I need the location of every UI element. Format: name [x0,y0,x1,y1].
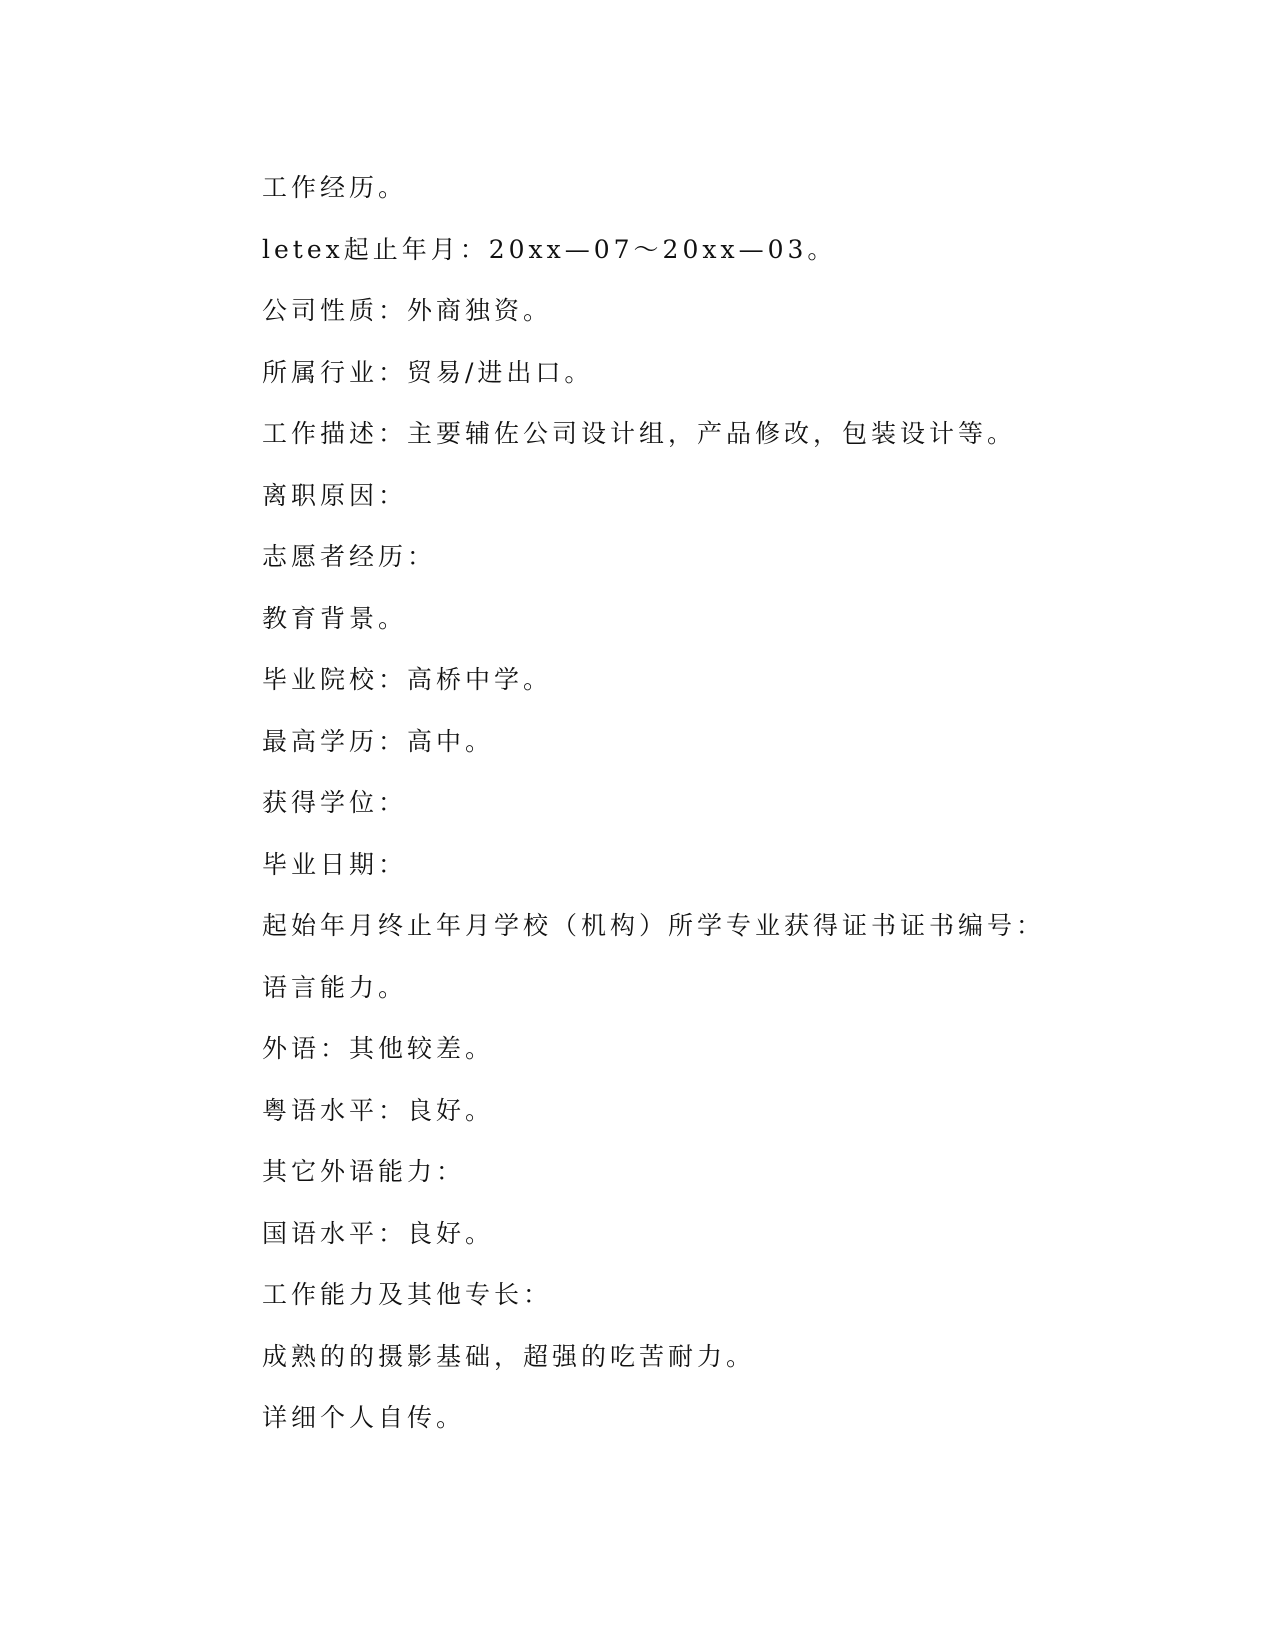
other-languages: 其它外语能力： [262,1157,466,1186]
mandarin-level: 国语水平：良好。 [262,1218,495,1248]
foreign-language: 外语：其他较差。 [262,1034,495,1063]
section-heading-skills: 工作能力及其他专长： [262,1280,553,1309]
skills-description: 成熟的的摄影基础，超强的吃苦耐力。 [262,1341,756,1371]
reason-for-leaving: 离职原因： [262,480,408,510]
education-table-header: 起始年月终止年月学校（机构）所学专业获得证书证书编号： [262,911,1046,940]
section-heading-work-experience: 工作经历。 [262,173,408,202]
employment-period: letex起止年月：20xx—07～20xx—03。 [262,234,837,264]
highest-education: 最高学历：高中。 [262,726,495,756]
industry: 所属行业：贸易/进出口。 [262,357,594,387]
volunteer-experience: 志愿者经历： [262,542,437,571]
cantonese-level: 粤语水平：良好。 [262,1095,495,1125]
job-description: 工作描述：主要辅佐公司设计组，产品修改，包装设计等。 [262,419,1017,448]
document-body [262,162,1082,1454]
graduation-date: 毕业日期： [262,849,408,879]
company-nature: 公司性质：外商独资。 [262,296,553,325]
section-heading-education: 教育背景。 [262,603,408,633]
section-heading-language: 语言能力。 [262,972,408,1002]
graduated-school: 毕业院校：高桥中学。 [262,665,553,694]
section-heading-autobiography: 详细个人自传。 [262,1403,466,1432]
degree-obtained: 获得学位： [262,788,408,817]
